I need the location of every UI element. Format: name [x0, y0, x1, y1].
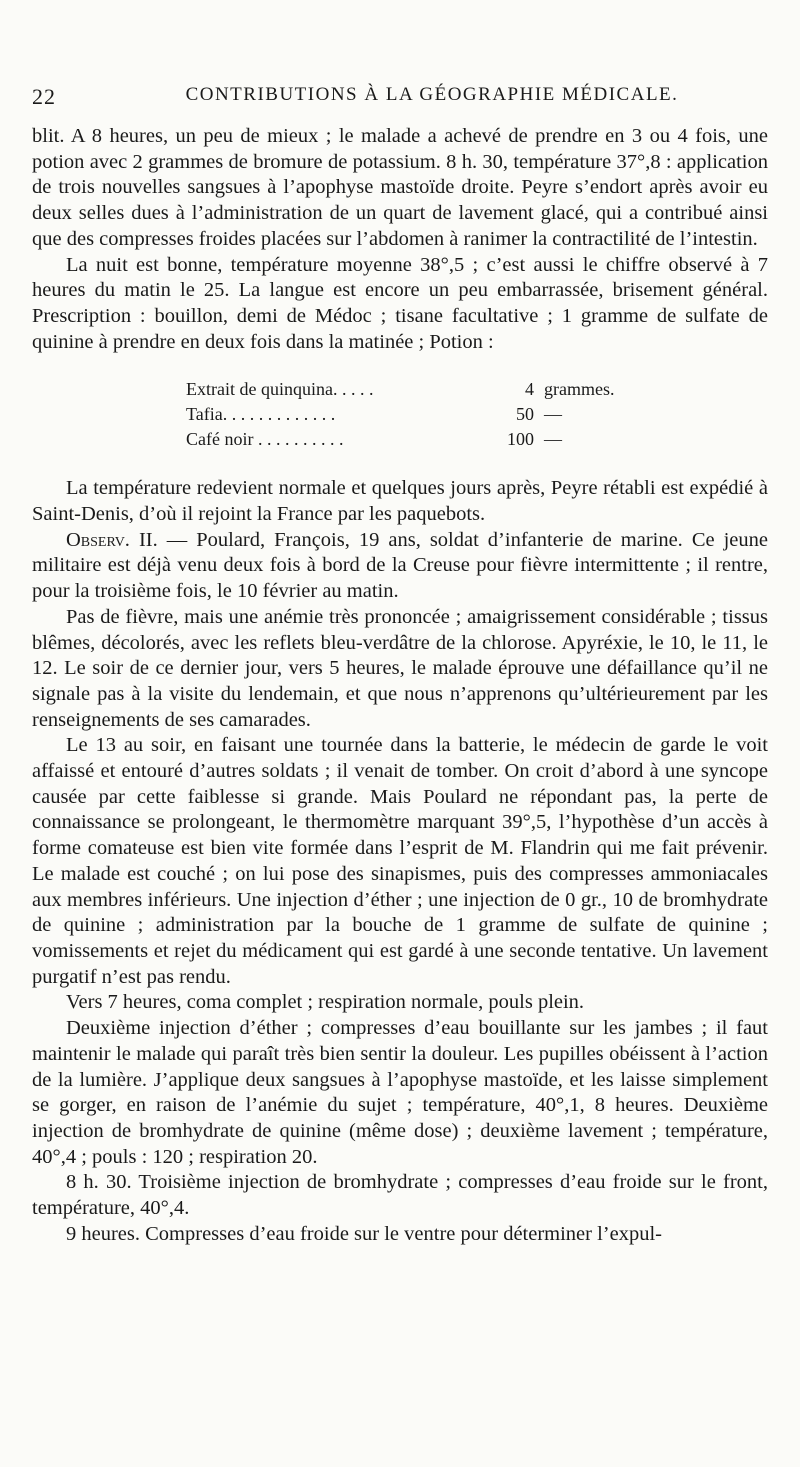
paragraph: Pas de fièvre, mais une anémie très prononcée ; amaigrissement considérable ; tissus blêmes, décolorés, avec les reflets bleu-verdâtre de la chlorose. Apyréxie, le 10, le 11, le 12. Le soir de ce dernier jour, vers 5 heures, le malade éprouve une défaillance qu’il ne signale pas à la visite du lendemain, et que nous n’apprenons qu’ultérieurement par les renseignements de ses camarades.: [32, 605, 768, 731]
prescription-quantity: 4: [525, 379, 534, 400]
paragraph: Deuxième injection d’éther ; compresses d’eau bouillante sur les jambes ; il faut maintenir le malade qui paraît très bien sentir la douleur. Les pupilles obéissent à l’action de la lumière. J’applique deux sangsues à l’apophyse mastoïde, et les laisse simplement se gorger, en raison de l’anémie du sujet ; température, 40°,1, 8 heures. Deuxième injection de bromhydrate de quinine (même dose) ; deuxième lavement ; température, 40°,4 ; pouls : 120 ; respiration 20.: [32, 1017, 768, 1168]
observation-text: II. — Poulard, François, 19 ans, soldat d’infanterie de marine. Ce jeune militaire est déjà venu deux fois à bord de la Creuse pour fièvre intermittente ; il rentre, pour la troisième fois, le 10 février au matin.: [32, 528, 768, 603]
paragraph: La température redevient normale et quelques jours après, Peyre rétabli est expédié à Saint-Denis, d’où il rejoint la France par les paquebots.: [32, 477, 768, 526]
running-title: CONTRIBUTIONS À LA GÉOGRAPHIE MÉDICALE.: [185, 84, 679, 105]
page-header: [32, 84, 768, 114]
prescription-unit: —: [544, 429, 562, 450]
paragraph: 8 h. 30. Troisième injection de bromhydrate ; compresses d’eau froide sur le front, température, 40°,4.: [32, 1171, 768, 1220]
prescription-item: Extrait de quinquina. . . . .: [186, 379, 374, 400]
prescription-row: [186, 377, 616, 402]
prescription-row: [186, 402, 616, 427]
observation-label: Observ.: [66, 528, 130, 551]
paragraph: Vers 7 heures, coma complet ; respiration normale, pouls plein.: [66, 991, 585, 1014]
prescription-list: [186, 377, 616, 452]
paragraph: Le 13 au soir, en faisant une tournée dans la batterie, le médecin de garde le voit affaissé et entouré d’autres soldats ; il venait de tomber. On croit d’abord à une syncope causée par cette faiblesse si grande. Mais Poulard ne répondant pas, la perte de connaissance se prolongeant, le thermomètre marquant 39°,5, l’hypothèse d’un accès à forme comateuse est bien vite formée dans l’esprit de M. Flandrin qui me fait prévenir. Le malade est couché ; on lui pose des sinapismes, puis des compresses ammoniacales aux membres inférieurs. Une injection d’éther ; une injection de 0 gr., 10 de bromhydrate de quinine ; administration par la bouche de 1 gramme de sulfate de quinine ; vomissements et rejet du médicament qui est gardé à une seconde tentative. Un lavement purgatif n’est pas rendu.: [32, 734, 768, 988]
paragraph: La nuit est bonne, température moyenne 38°,5 ; c’est aussi le chiffre observé à 7 heures du matin le 25. La langue est encore un peu embarrassée, brisement général. Prescription : bouillon, demi de Médoc ; tisane facultative ; 1 gramme de sulfate de quinine à prendre en deux fois dans la matinée ; Potion :: [32, 253, 768, 353]
prescription-item: Tafia. . . . . . . . . . . . .: [186, 404, 336, 425]
body-text: [32, 124, 768, 1247]
paragraph: blit. A 8 heures, un peu de mieux ; le malade a achevé de prendre en 3 ou 4 fois, une potion avec 2 grammes de bromure de potassium. 8 h. 30, température 37°,8 : application de trois nouvelles sangsues à l’apophyse mastoïde droite. Peyre s’endort après avoir eu deux selles dues à l’administration de un quart de lavement glacé, qui a contribué ainsi que des compresses froides placées sur l’abdomen à ranimer la contractilité de l’intestin.: [32, 125, 768, 250]
observation-paragraph: [32, 528, 768, 605]
prescription-item: Café noir . . . . . . . . . .: [186, 429, 344, 450]
paragraph: 9 heures. Compresses d’eau froide sur le ventre pour déterminer l’expul-: [66, 1222, 663, 1245]
prescription-quantity: 50: [516, 404, 534, 425]
prescription-unit: —: [544, 404, 562, 425]
prescription-unit: grammes.: [544, 379, 615, 400]
prescription-row: [186, 427, 616, 452]
prescription-quantity: 100: [507, 429, 534, 450]
page-number: 22: [32, 84, 56, 109]
